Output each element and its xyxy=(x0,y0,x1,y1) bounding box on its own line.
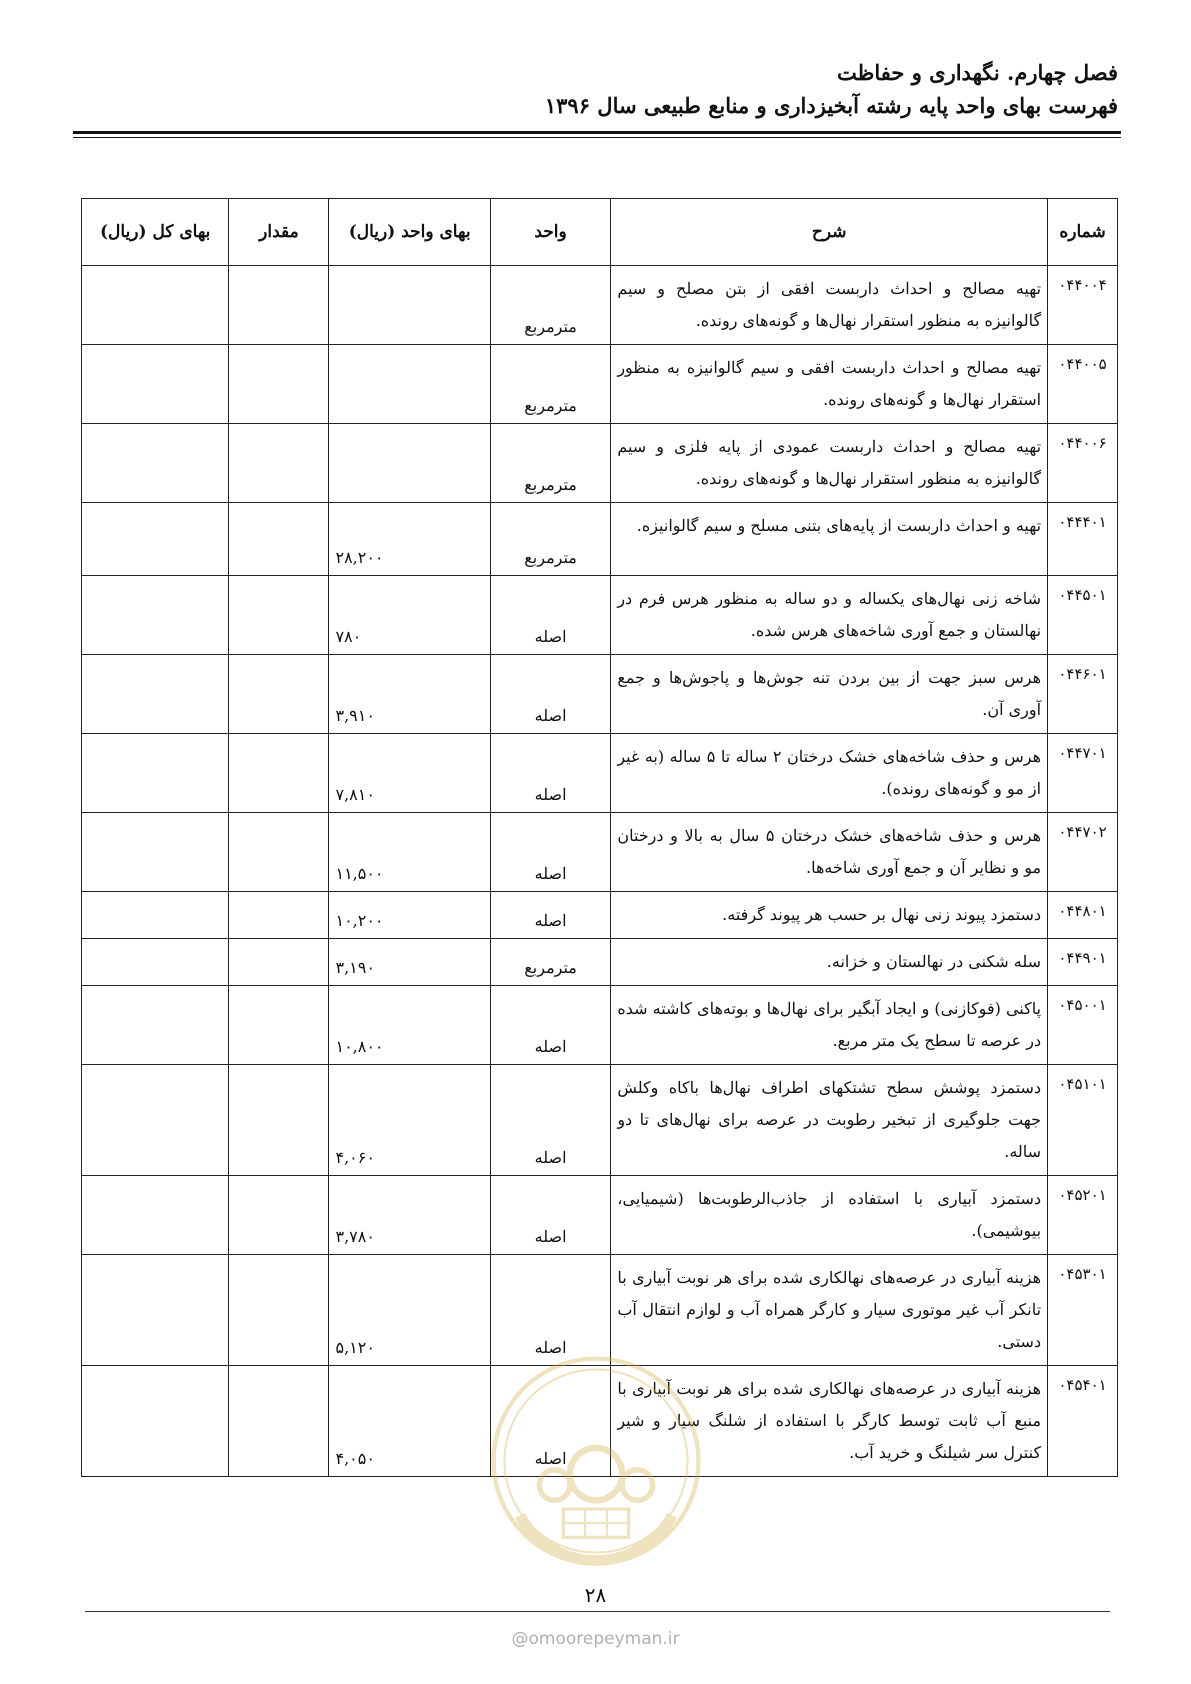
item-code: ۰۴۵۱۰۱ xyxy=(1048,1065,1118,1176)
item-quantity xyxy=(229,503,329,576)
item-total-price xyxy=(82,734,229,813)
item-unit: مترمربع xyxy=(490,424,610,503)
chapter-title: فصل چهارم. نگهداری و حفاظت xyxy=(837,60,1118,85)
item-unit: اصله xyxy=(490,1065,610,1176)
item-unit: اصله xyxy=(490,813,610,892)
item-unit: اصله xyxy=(490,986,610,1065)
item-unit: مترمربع xyxy=(490,503,610,576)
item-total-price xyxy=(82,503,229,576)
item-quantity xyxy=(229,655,329,734)
col-description-header: شرح xyxy=(611,199,1048,266)
item-description: تهیه مصالح و احداث داربست افقی از بتن مصلح و سیم گالوانیزه به منظور استقرار نهال‌ها و گونه‌های رونده. xyxy=(611,266,1048,345)
item-quantity xyxy=(229,266,329,345)
item-unit: اصله xyxy=(490,655,610,734)
item-unit-price: ۳,۱۹۰ xyxy=(329,939,490,986)
item-code: ۰۴۵۲۰۱ xyxy=(1048,1176,1118,1255)
item-description: دستمزد پوشش سطح تشتکهای اطراف نهال‌ها باکاه وکلش جهت جلوگیری از تبخیر رطوبت در عرصه برای نهال‌های تا دو ساله. xyxy=(611,1065,1048,1176)
col-code-header: شماره xyxy=(1048,199,1118,266)
item-total-price xyxy=(82,576,229,655)
item-total-price xyxy=(82,986,229,1065)
item-unit-price: ۲۸,۲۰۰ xyxy=(329,503,490,576)
col-quantity-header: مقدار xyxy=(229,199,329,266)
item-unit: اصله xyxy=(490,1366,610,1477)
document-title: فهرست بهای واحد پایه رشته آبخیزداری و منابع طبیعی سال ۱۳۹۶ xyxy=(544,93,1118,118)
header-rule-thin xyxy=(73,137,1121,138)
item-unit: اصله xyxy=(490,734,610,813)
item-description: دستمزد آبیاری با استفاده از جاذب‌الرطوبت‌ها (شیمیایی، بیوشیمی). xyxy=(611,1176,1048,1255)
table-row xyxy=(82,266,1118,345)
item-description: هرس و حذف شاخه‌های خشک درختان ۵ سال به بالا و درختان مو و نظایر آن و جمع آوری شاخه‌ها. xyxy=(611,813,1048,892)
table-row xyxy=(82,1176,1118,1255)
item-total-price xyxy=(82,345,229,424)
col-total-price-header: بهای کل (ریال) xyxy=(82,199,229,266)
item-unit-price: ۴,۰۶۰ xyxy=(329,1065,490,1176)
item-code: ۰۴۴۰۰۵ xyxy=(1048,345,1118,424)
page-number: ۲۸ xyxy=(584,1583,607,1607)
item-code: ۰۴۵۳۰۱ xyxy=(1048,1255,1118,1366)
item-unit: اصله xyxy=(490,1176,610,1255)
item-total-price xyxy=(82,1366,229,1477)
item-description: هزینه آبیاری در عرصه‌های نهالکاری شده برای هر نوبت آبیاری با منبع آب ثابت توسط کارگر با استفاده از شلنگ سیار و شیر کنترل سر شیلنگ و خرید آب. xyxy=(611,1366,1048,1477)
item-total-price xyxy=(82,1065,229,1176)
table-row xyxy=(82,345,1118,424)
item-total-price xyxy=(82,1255,229,1366)
item-quantity xyxy=(229,1255,329,1366)
item-quantity xyxy=(229,939,329,986)
item-quantity xyxy=(229,576,329,655)
item-description: هرس و حذف شاخه‌های خشک درختان ۲ ساله تا ۵ ساله (به غیر از مو و گونه‌های رونده). xyxy=(611,734,1048,813)
footer-rule xyxy=(85,1611,1110,1612)
item-quantity xyxy=(229,1176,329,1255)
item-quantity xyxy=(229,734,329,813)
table-row xyxy=(82,424,1118,503)
item-unit: مترمربع xyxy=(490,939,610,986)
item-code: ۰۴۴۸۰۱ xyxy=(1048,892,1118,939)
table-row xyxy=(82,576,1118,655)
item-unit-price: ۳,۹۱۰ xyxy=(329,655,490,734)
col-unit-header: واحد xyxy=(490,199,610,266)
item-description: دستمزد پیوند زنی نهال بر حسب هر پیوند گرفته. xyxy=(611,892,1048,939)
table-row xyxy=(82,986,1118,1065)
item-description: تهیه مصالح و احداث داربست افقی و سیم گالوانیزه به منظور استقرار نهال‌ها و گونه‌های رونده. xyxy=(611,345,1048,424)
item-code: ۰۴۴۵۰۱ xyxy=(1048,576,1118,655)
table-row xyxy=(82,655,1118,734)
site-watermark-text: @omoorepeyman.ir xyxy=(511,1629,680,1649)
table-row xyxy=(82,939,1118,986)
item-unit-price xyxy=(329,266,490,345)
item-description: سله شکنی در نهالستان و خزانه. xyxy=(611,939,1048,986)
item-code: ۰۴۴۷۰۲ xyxy=(1048,813,1118,892)
item-code: ۰۴۴۰۰۶ xyxy=(1048,424,1118,503)
item-total-price xyxy=(82,939,229,986)
item-unit-price: ۵,۱۲۰ xyxy=(329,1255,490,1366)
page-header xyxy=(70,58,1118,122)
item-total-price xyxy=(82,266,229,345)
item-unit-price: ۱۰,۲۰۰ xyxy=(329,892,490,939)
item-code: ۰۴۴۷۰۱ xyxy=(1048,734,1118,813)
item-code: ۰۴۴۹۰۱ xyxy=(1048,939,1118,986)
item-unit-price: ۱۰,۸۰۰ xyxy=(329,986,490,1065)
price-list-table xyxy=(81,198,1118,1477)
item-unit: اصله xyxy=(490,576,610,655)
item-unit: اصله xyxy=(490,892,610,939)
item-description: پاکنی (فوکازنی) و ایجاد آبگیر برای نهال‌ها و بوته‌های کاشته شده در عرصه تا سطح یک متر مربع. xyxy=(611,986,1048,1065)
item-code: ۰۴۵۰۰۱ xyxy=(1048,986,1118,1065)
item-quantity xyxy=(229,813,329,892)
item-quantity xyxy=(229,1065,329,1176)
table-row xyxy=(82,1366,1118,1477)
header-rule-thick xyxy=(73,131,1121,134)
item-code: ۰۴۴۰۰۴ xyxy=(1048,266,1118,345)
item-total-price xyxy=(82,1176,229,1255)
item-code: ۰۴۵۴۰۱ xyxy=(1048,1366,1118,1477)
item-total-price xyxy=(82,655,229,734)
item-unit-price: ۷۸۰ xyxy=(329,576,490,655)
item-unit-price: ۴,۰۵۰ xyxy=(329,1366,490,1477)
item-quantity xyxy=(229,1366,329,1477)
item-description: هرس سبز جهت از بین بردن تنه جوش‌ها و پاجوش‌ها و جمع آوری آن. xyxy=(611,655,1048,734)
item-quantity xyxy=(229,345,329,424)
item-description: هزینه آبیاری در عرصه‌های نهالکاری شده برای هر نوبت آبیاری با تانکر آب غیر موتوری سیار و کارگر همراه آب و لوازم انتقال آب دستی. xyxy=(611,1255,1048,1366)
table-row xyxy=(82,892,1118,939)
table-row xyxy=(82,1065,1118,1176)
item-quantity xyxy=(229,892,329,939)
item-unit-price: ۳,۷۸۰ xyxy=(329,1176,490,1255)
item-code: ۰۴۴۶۰۱ xyxy=(1048,655,1118,734)
item-unit-price: ۷,۸۱۰ xyxy=(329,734,490,813)
table-row xyxy=(82,1255,1118,1366)
item-quantity xyxy=(229,424,329,503)
item-total-price xyxy=(82,892,229,939)
item-total-price xyxy=(82,424,229,503)
item-code: ۰۴۴۴۰۱ xyxy=(1048,503,1118,576)
table-row xyxy=(82,813,1118,892)
item-unit-price xyxy=(329,424,490,503)
item-unit-price xyxy=(329,345,490,424)
item-description: شاخه زنی نهال‌های یکساله و دو ساله به منظور هرس فرم در نهالستان و جمع آوری شاخه‌های هرس شده. xyxy=(611,576,1048,655)
item-description: تهیه مصالح و احداث داربست عمودی از پایه فلزی و سیم گالوانیزه به منظور استقرار نهال‌ها و گونه‌های رونده. xyxy=(611,424,1048,503)
table-row xyxy=(82,734,1118,813)
item-unit: اصله xyxy=(490,1255,610,1366)
item-quantity xyxy=(229,986,329,1065)
item-unit-price: ۱۱,۵۰۰ xyxy=(329,813,490,892)
item-total-price xyxy=(82,813,229,892)
table-header-row xyxy=(82,199,1118,266)
item-unit: مترمربع xyxy=(490,345,610,424)
item-description: تهیه و احداث داربست از پایه‌های بتنی مسلح و سیم گالوانیزه. xyxy=(611,503,1048,576)
col-unit-price-header: بهای واحد (ریال) xyxy=(329,199,490,266)
table-row xyxy=(82,503,1118,576)
item-unit: مترمربع xyxy=(490,266,610,345)
